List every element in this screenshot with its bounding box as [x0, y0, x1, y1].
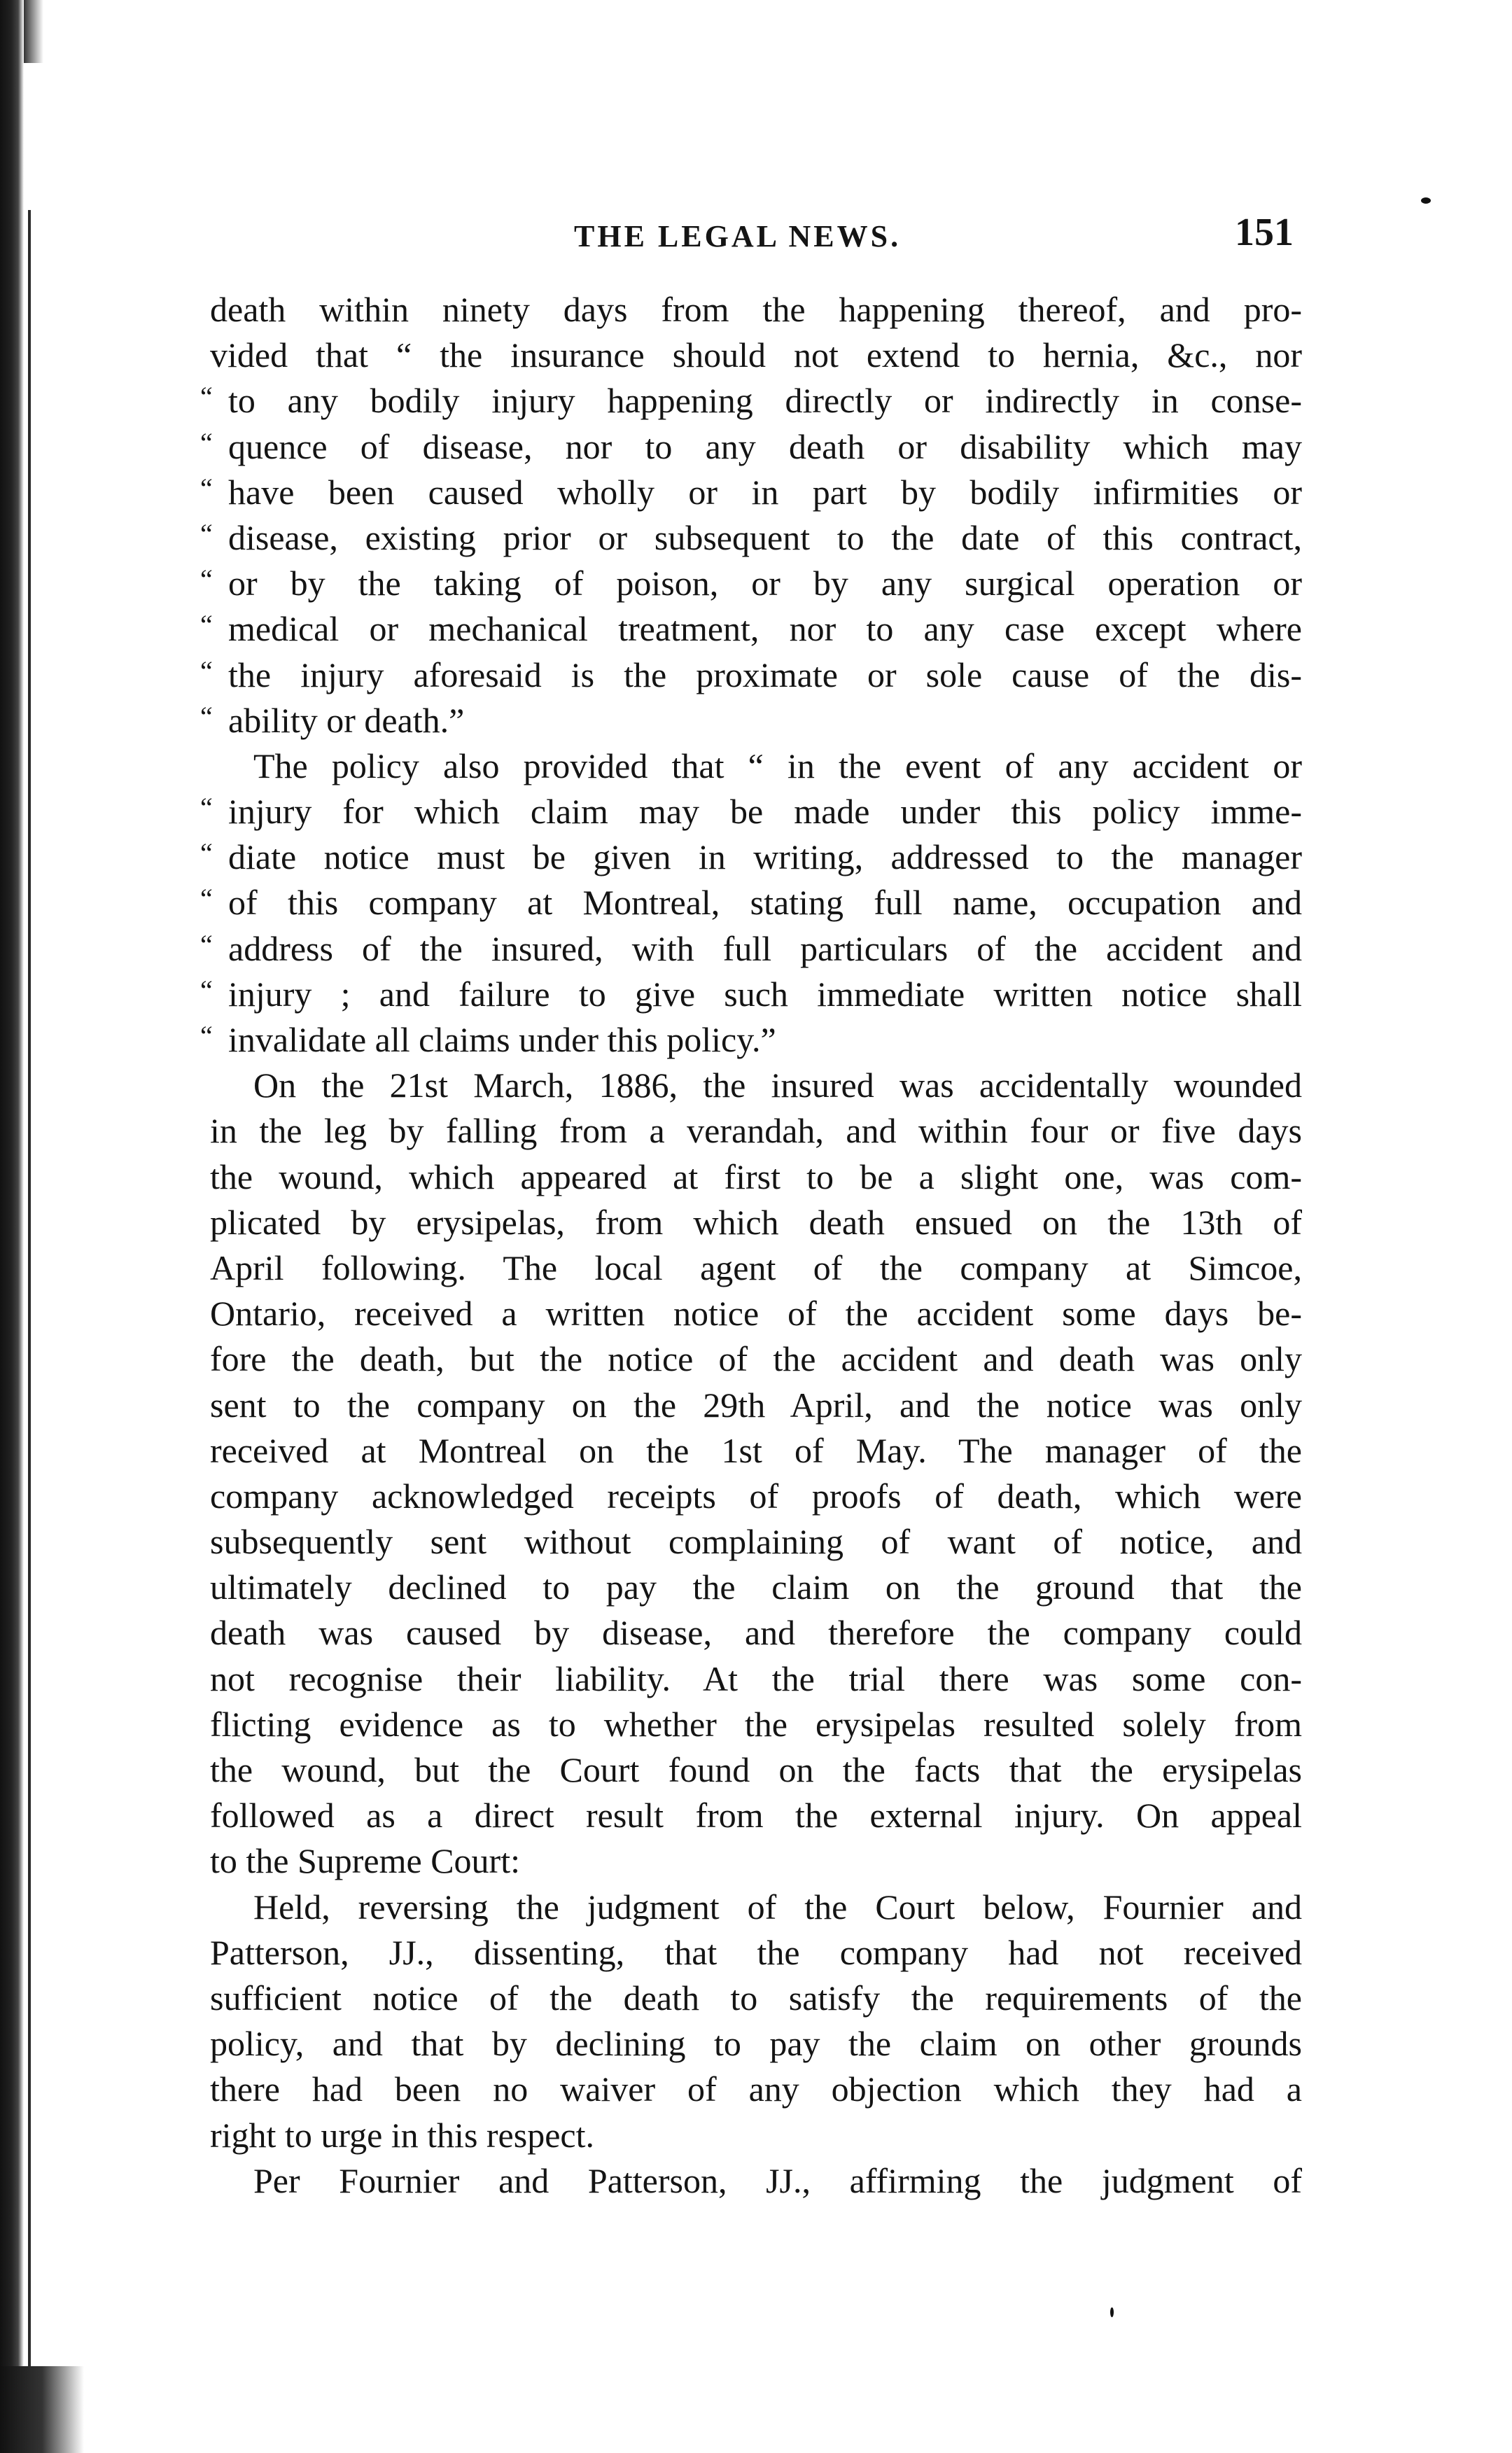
text-line: to the Supreme Court:	[210, 1841, 520, 1881]
quote-mark: “	[200, 426, 213, 459]
text-line: ability or death.”	[228, 700, 465, 740]
text-line: followed as a direct result from the external injury. On appeal	[210, 1796, 1302, 1836]
text-line: right to urge in this respect.	[210, 2115, 594, 2155]
quote-mark: “	[200, 609, 213, 641]
holding-paragraph-start: Held, reversing the judgment of the Court below, Fournier and	[253, 1887, 1302, 1927]
quoted-line	[200, 926, 1302, 972]
text-line: company acknowledged receipts of proofs of death, which were	[210, 1476, 1302, 1516]
text-line: in the leg by falling from a verandah, and within four or five days	[210, 1111, 1302, 1151]
text-line: received at Montreal on the 1st of May. The manager of the	[210, 1430, 1302, 1470]
text-line: sufficient notice of the death to satisfy the requirements of the	[210, 1978, 1302, 2018]
quote-mark: “	[200, 655, 213, 687]
text-line: disease, existing prior or subsequent to the date of this contract,	[228, 517, 1302, 557]
quote-mark: “	[200, 974, 213, 1006]
quote-mark: “	[200, 928, 213, 960]
quote-mark: “	[200, 517, 213, 550]
text-line: April following. The local agent of the company at Simcoe,	[210, 1248, 1302, 1287]
quoted-line	[200, 1017, 1302, 1063]
running-title: THE LEGAL NEWS.	[574, 219, 902, 253]
quoted-line	[200, 561, 1302, 606]
text-line: invalidate all claims under this policy.”	[228, 1020, 776, 1059]
text-line: plicated by erysipelas, from which death ensued on the 13th of	[210, 1202, 1302, 1242]
quoted-line	[200, 652, 1302, 698]
quote-mark: “	[200, 472, 213, 504]
text-line: death was caused by disease, and therefore the company could	[210, 1613, 1302, 1653]
text-line: death within ninety days from the happening thereof, and pro-	[210, 290, 1302, 329]
quote-mark: “	[200, 564, 213, 596]
quote-mark: “	[200, 883, 213, 915]
text-line: the wound, but the Court found on the facts that the erysipelas	[210, 1750, 1302, 1789]
text-line: ultimately declined to pay the claim on the ground that the	[210, 1567, 1302, 1607]
text-line: the wound, which appeared at first to be a slight one, was com-	[210, 1156, 1302, 1196]
quoted-line	[200, 972, 1302, 1017]
text-line: medical or mechanical treatment, nor to any case except where	[228, 609, 1302, 649]
quoted-line	[200, 880, 1302, 925]
paragraph-start: Per Fournier and Patterson, JJ., affirming the judgment of	[253, 2160, 1302, 2200]
text-line: vided that “ the insurance should not extend to hernia, &c., nor	[210, 335, 1302, 375]
text-line: injury ; and failure to give such immediate written notice shall	[228, 974, 1302, 1014]
quoted-line	[200, 515, 1302, 561]
page-number: 151	[1235, 211, 1294, 254]
text-line: to any bodily injury happening directly or indirectly in conse-	[228, 381, 1302, 421]
running-head	[210, 210, 1302, 266]
quote-mark: “	[200, 792, 213, 824]
ink-speck	[1421, 197, 1431, 204]
text-line: of this company at Montreal, stating full name, occupation and	[228, 883, 1302, 923]
text-line: sent to the company on the 29th April, and the notice was only	[210, 1385, 1302, 1425]
ink-speck	[1110, 2307, 1114, 2317]
quote-mark: “	[200, 700, 213, 732]
text-line: policy, and that by declining to pay the claim on other grounds	[210, 2024, 1302, 2064]
binding-shadow-bottom	[0, 2366, 84, 2453]
quoted-line	[200, 789, 1302, 834]
quoted-line	[200, 606, 1302, 652]
paragraph-start: The policy also provided that “ in the event of any accident or	[253, 746, 1302, 785]
text-line: the injury aforesaid is the proximate or sole cause of the dis-	[228, 655, 1302, 694]
body-text	[200, 287, 1302, 2204]
text-line: Ontario, received a written notice of the accident some days be-	[210, 1294, 1302, 1334]
text-line: or by the taking of poison, or by any surgical operation or	[228, 564, 1302, 603]
text-line: diate notice must be given in writing, addressed to the manager	[228, 837, 1302, 877]
text-line: fore the death, but the notice of the accident and death was only	[210, 1339, 1302, 1379]
paragraph-start: On the 21st March, 1886, the insured was accidentally wounded	[253, 1065, 1302, 1105]
text-line: address of the insured, with full particulars of the accident and	[228, 928, 1302, 968]
text-line: have been caused wholly or in part by bodily infirmities or	[228, 472, 1302, 512]
text-line: injury for which claim may be made under this policy imme-	[228, 792, 1302, 832]
quote-mark: “	[200, 837, 213, 869]
binding-line	[28, 210, 31, 2380]
text-line: quence of disease, nor to any death or disability which may	[228, 426, 1302, 466]
text-line: Patterson, JJ., dissenting, that the company had not received	[210, 1932, 1302, 1972]
quote-mark: “	[200, 1020, 213, 1051]
text-line: not recognise their liability. At the trial there was some con-	[210, 1658, 1302, 1698]
quoted-line	[200, 470, 1302, 515]
text-line: there had been no waiver of any objection which they had a	[210, 2069, 1302, 2109]
binding-shadow-top	[24, 0, 43, 63]
quoted-line	[200, 378, 1302, 424]
quoted-line	[200, 424, 1302, 470]
quoted-line	[200, 834, 1302, 880]
text-line: subsequently sent without complaining of want of notice, and	[210, 1522, 1302, 1562]
text-line: flicting evidence as to whether the erysipelas resulted solely from	[210, 1704, 1302, 1744]
binding-edge	[0, 0, 24, 2453]
quote-mark: “	[200, 381, 213, 413]
quoted-line	[200, 698, 1302, 743]
